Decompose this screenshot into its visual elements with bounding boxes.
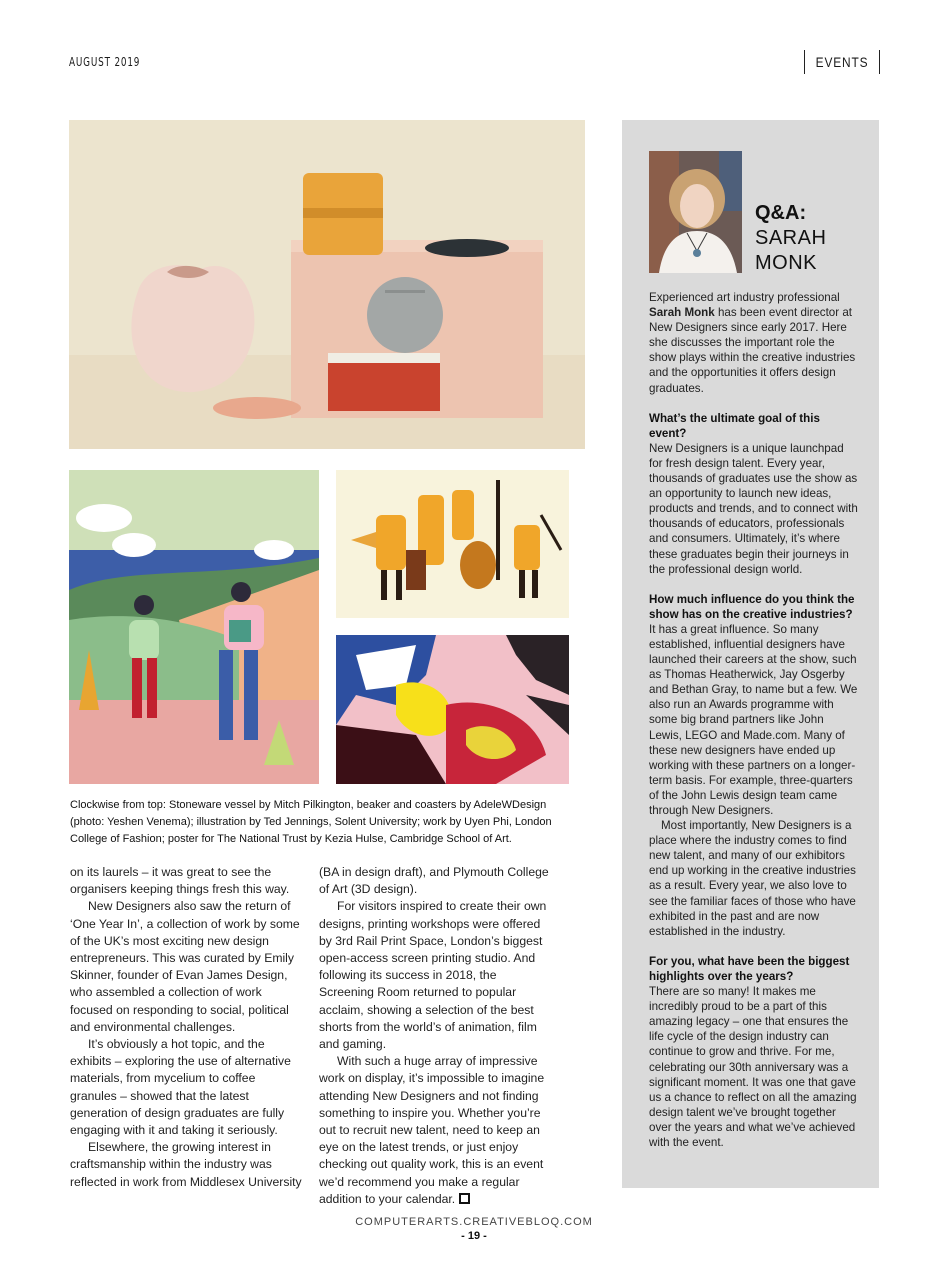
qa-first-name: SARAH xyxy=(755,227,827,249)
section-label xyxy=(804,50,880,74)
qa-intro xyxy=(649,290,859,396)
qa-intro-start: Experienced art industry professional xyxy=(649,291,840,304)
article-paragraph-text: With such a huge array of impressive work on display, it’s impossible to imagine attending New Designers and not finding something to inspire you. Whether you’re out to recruit new talent, need to keep an eye on the latest trends, or just enjoy checking out quality work, this is an event we’d recommend you make a regular addition to your calendar. xyxy=(319,1054,545,1206)
page-number: - 19 - xyxy=(461,1230,487,1242)
stoneware-photo xyxy=(69,120,585,449)
footer-url: COMPUTERARTS.CREATIVEBLOQ.COM xyxy=(355,1216,593,1228)
article-paragraph: It’s obviously a hot topic, and the exhibits – exploring the use of alternative materials, from mycelium to coffee granules – showed that the latest generation of design graduates are fully engaging with it and taking it seriously. xyxy=(70,1037,291,1138)
article-paragraph: (BA in design draft), and Plymouth College of Art (3D design). xyxy=(319,865,549,897)
qa-answer: There are so many! It makes me incredibly proud to be a part of this amazing legacy – one that ensures the life cycle of the design industry can continue to grow and thrive. For me, celebrating our 30th anniversary was a significant moment. It was one that gave us a chance to reflect on all the amazing design talent we’ve brought together over the years and what we’ve achieved with the event. xyxy=(649,985,857,1149)
band-illustration xyxy=(336,470,569,618)
header-date: AUGUST 2019 xyxy=(69,55,141,69)
article-column-2 xyxy=(319,864,551,1208)
article-paragraph: New Designers also saw the return of ‘One Year In’, a collection of work by some of the UK’s most exciting new design entrepreneurs. This was curated by Emily Skinner, founder of Evan James Design, who assembled a collection of work focused on responding to social, political and environmental challenges. xyxy=(70,899,300,1034)
image-caption: Clockwise from top: Stoneware vessel by Mitch Pilkington, beaker and coasters by AdeleWDesign (photo: Yeshen Venema); illustration by Ted Jennings, Solent University; work by Uyen Phi, London College of Fashion; poster for The National Trust by Kezia Hulse, Cambridge School of Art. xyxy=(70,799,552,845)
article-paragraph: Elsewhere, the growing interest in craftsmanship within the industry was reflected in work from Middlesex University xyxy=(70,1140,302,1189)
section-label-text: EVENTS xyxy=(815,54,869,70)
qa-answer: It has a great influence. So many established, influential designers have launched their careers at the show, such as Thomas Heatherwick, Jay Osgerby and Bethan Gray, to name but a few. We also run an Awards programme with some big brand partners like John Lewis, LEGO and Made.com. Many of these new designers have ended up working with these partners on a longer-term basis. For example, three-quarters of the John Lewis design team came through New Designers. xyxy=(649,622,858,817)
qa-answer: New Designers is a unique launchpad for fresh design talent. Every year, thousands of graduates use the show as an opportunity to launch new ideas, products and trends, and to connect with thousands of educators, professionals and consumers. Ultimately, it’s where these graduates begin their journeys in the professional design world. xyxy=(649,441,858,576)
poster-artwork xyxy=(336,635,569,784)
qa-sidebar xyxy=(622,120,879,1188)
article-paragraph-last xyxy=(319,1053,551,1208)
article-paragraph: on its laurels – it was great to see the organisers keeping things fresh this way. xyxy=(70,865,290,897)
qa-answer: Most importantly, New Designers is a place where the industry comes to find new talent, and many of our exhibitors end up working in the creative industries as a result. Every year, we also love to see the familiar faces of those who have exhibited in the past and are now established in the industry. xyxy=(649,819,856,938)
portrait-photo xyxy=(649,151,742,273)
qa-intro-rest: has been event director at New Designers since early 2017. Here she discusses the important role the show plays within the creative industries and the opportunities it offers design graduates. xyxy=(649,306,856,395)
walking-illustration xyxy=(69,470,319,784)
qa-question: How much influence do you think the show has on the creative industries? xyxy=(649,592,855,621)
qa-label: Q&A: xyxy=(755,202,807,224)
qa-question: What’s the ultimate goal of this event? xyxy=(649,411,820,440)
article-paragraph: For visitors inspired to create their own designs, printing workshops were offered by 3rd Rail Print Space, London’s biggest open-access screen printing studio. And following its success in 2018, the Screening Room returned to popular acclaim, showing a selection of the best shorts from the world’s of animation, film and gaming. xyxy=(319,899,547,1052)
qa-intro-name: Sarah Monk xyxy=(649,306,715,320)
qa-last-name: MONK xyxy=(755,252,817,274)
qa-title xyxy=(755,201,865,276)
article-column-1 xyxy=(70,864,302,1191)
qa-question: For you, what have been the biggest highlights over the years? xyxy=(649,954,850,983)
qa-body xyxy=(649,290,859,1150)
end-mark-icon xyxy=(459,1193,470,1204)
